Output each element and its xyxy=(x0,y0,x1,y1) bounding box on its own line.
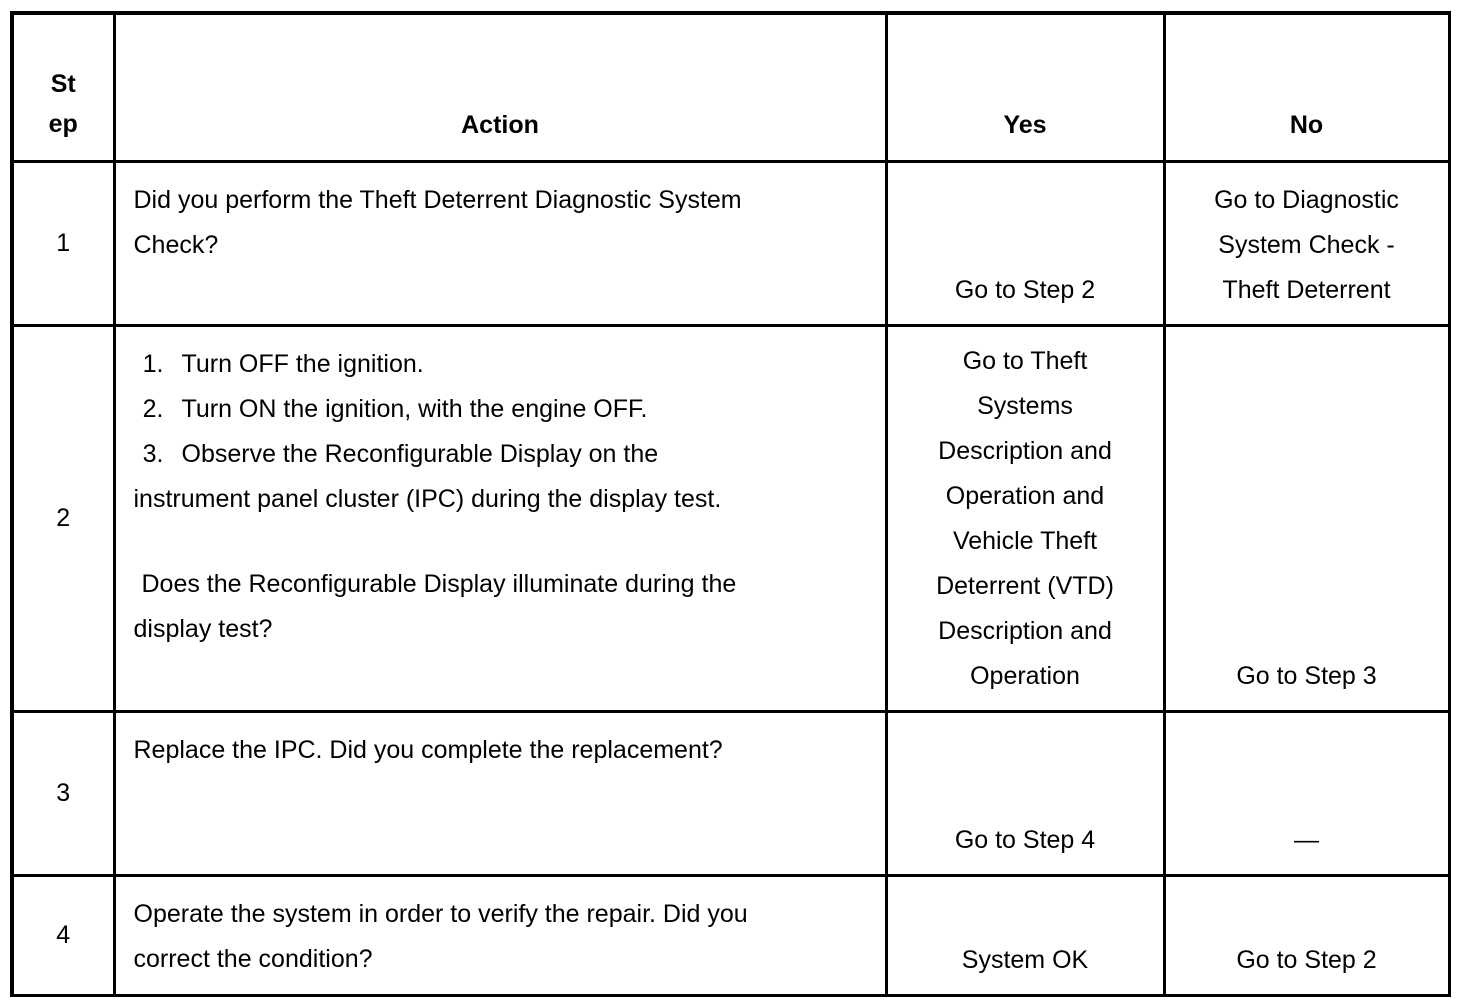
table-row xyxy=(12,161,1449,325)
no-cell xyxy=(1164,161,1449,325)
question-text: display test? xyxy=(133,614,273,643)
header-step xyxy=(12,13,114,161)
action-cell xyxy=(114,161,886,325)
action-text: Operate the system in order to verify the repair. Did you xyxy=(133,899,748,928)
table-row xyxy=(12,711,1449,875)
header-action: Action xyxy=(114,13,886,161)
header-row xyxy=(12,13,1449,161)
yes-cell xyxy=(886,161,1164,325)
yes-cell xyxy=(886,325,1164,711)
no-cell xyxy=(1164,875,1449,995)
table-row xyxy=(12,875,1449,995)
header-yes: Yes xyxy=(886,13,1164,161)
yes-cell xyxy=(886,711,1164,875)
no-link[interactable]: Go to Diagnostic System Check - Theft Deterrent xyxy=(1214,185,1399,304)
yes-link[interactable]: Go to Step 4 xyxy=(954,825,1096,854)
header-no: No xyxy=(1164,13,1449,161)
no-link[interactable]: Go to Step 3 xyxy=(1236,661,1377,690)
no-dash: — xyxy=(1294,825,1319,854)
table-row xyxy=(12,325,1449,711)
action-cell xyxy=(114,875,886,995)
step-number: 1 xyxy=(12,161,114,325)
step-number: 2 xyxy=(12,325,114,711)
yes-link[interactable]: Go to Step 2 xyxy=(954,275,1096,304)
instruction-item: 3. Observe the Reconfigurable Display on the xyxy=(142,439,659,468)
question-text: Does the Reconfigurable Display illuminate during the xyxy=(141,569,737,598)
action-cell xyxy=(114,711,886,875)
instruction-item: 2. Turn ON the ignition, with the engine OFF. xyxy=(142,394,648,423)
action-cell xyxy=(114,325,886,711)
header-step-line2: ep xyxy=(48,109,78,138)
instruction-continuation: instrument panel cluster (IPC) during the display test. xyxy=(133,484,722,513)
step-number: 3 xyxy=(12,711,114,875)
action-text: Replace the IPC. Did you complete the replacement? xyxy=(133,735,723,764)
yes-cell xyxy=(886,875,1164,995)
action-text: Did you perform the Theft Deterrent Diagnostic System xyxy=(133,185,742,214)
header-step-line1: St xyxy=(50,69,76,98)
instruction-item: 1. Turn OFF the ignition. xyxy=(142,349,424,378)
step-number: 4 xyxy=(12,875,114,995)
yes-link[interactable]: System OK xyxy=(961,945,1089,974)
action-text: correct the condition? xyxy=(133,944,373,973)
no-cell xyxy=(1164,325,1449,711)
no-link[interactable]: Go to Step 2 xyxy=(1236,945,1377,974)
no-cell xyxy=(1164,711,1449,875)
yes-link[interactable]: Go to Theft Systems Description and Operation and Vehicle Theft Deterrent (VTD) Description and Operation xyxy=(936,346,1114,690)
action-text: Check? xyxy=(133,230,219,259)
diagnostic-table xyxy=(10,11,1451,997)
